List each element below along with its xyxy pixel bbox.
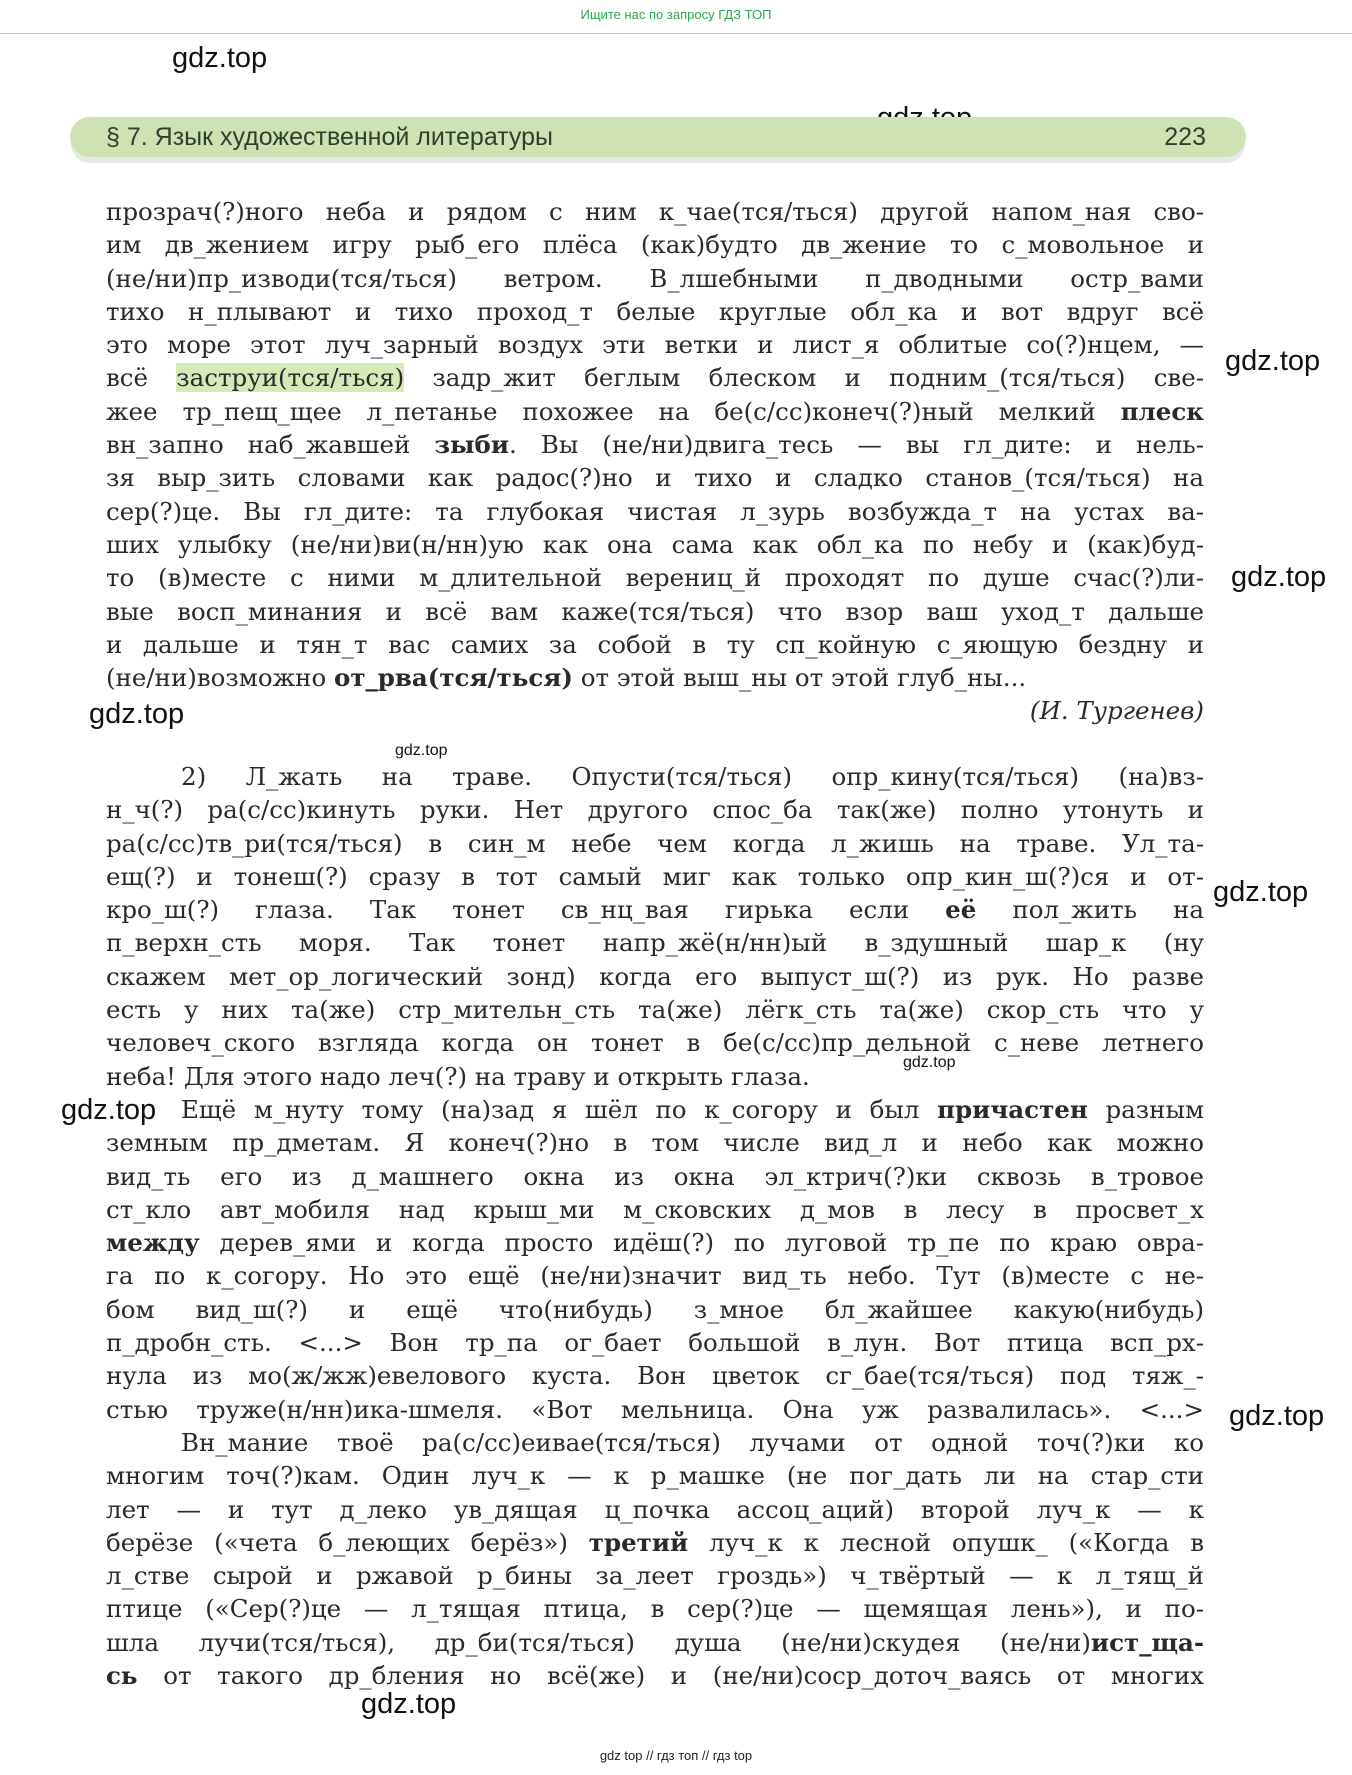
bold-word: плеск	[1120, 396, 1204, 426]
text-line: ещ(?) и тонеш(?) сразу в тот самый миг как только опр_кин_ш(?)ся и от-	[106, 861, 1204, 891]
text-line: Вн_мание твоё ра(с/сс)еивае(тся/ться) лучами от одной точ(?)ки ко	[181, 1427, 1204, 1457]
text-line: между дерев_ями и когда просто идёш(?) по луговой тр_пе по краю овра-	[106, 1228, 1204, 1258]
text-line: берёзе («чета б_леющих берёз») третий луч_к к лесной опушк_ («Когда в	[106, 1527, 1204, 1557]
section-header	[70, 117, 1246, 157]
top-banner	[0, 0, 1352, 34]
text-line: земным пр_дметам. Я конеч(?)но в том числе вид_л и небо как можно	[106, 1128, 1204, 1158]
text-line: (не/ни)возможно от_рва(тся/ться) от этой выш_ны от этой глуб_ны...	[106, 663, 1027, 693]
bold-word: зыби	[434, 430, 510, 460]
text-line: вые восп_минания и всё вам каже(тся/ться) что взор ваш уход_т дальше	[106, 596, 1204, 626]
text-line: га по к_согору. Но это ещё (не/ни)значит вид_ть небо. Тут (в)месте с не-	[106, 1261, 1204, 1291]
bold-word: между	[106, 1228, 200, 1258]
text-line: вид_ть его из д_машнего окна из окна эл_ктрич(?)ки сквозь в_тровое	[106, 1161, 1204, 1191]
text-line: птице («Сер(?)це — л_тящая птица, в сер(?)це — щемящая лень»), и по-	[106, 1594, 1204, 1624]
watermark: gdz.top	[89, 698, 185, 730]
text-line: 2) Л_жать на траве. Опусти(тся/ться) опр_кину(тся/ться) (на)вз-	[181, 762, 1204, 791]
text-line: Ещё м_нуту тому (на)зад я шёл по к_согору и был причастен разным	[181, 1094, 1204, 1124]
text-line: неба! Для этого надо леч(?) на траву и открыть глаза.	[106, 1061, 810, 1091]
text-line: лет — и тут д_леко ув_дящая ц_почка ассоц_аций) второй луч_к — к	[106, 1494, 1204, 1524]
author-signature: (И. Тургенев)	[1029, 696, 1204, 726]
bold-word: сь	[106, 1661, 138, 1691]
bold-word: причастен	[937, 1094, 1088, 1124]
text-line: п_дробн_сть. <...> Вон тр_па ог_бает большой в_лун. Вот птица всп_рх-	[106, 1328, 1204, 1358]
highlighted-word: заструи(тся/ться)	[176, 363, 405, 393]
bold-word: ист_ща-	[1090, 1627, 1204, 1657]
watermark: gdz.top	[903, 1054, 956, 1071]
text-line: ра(с/сс)тв_ри(тся/ться) в син_м небе чем когда л_жишь на траве. Ул_та-	[106, 828, 1204, 858]
watermark: gdz.top	[1231, 561, 1327, 593]
banner-text: Ищите нас по запросу ГДЗ ТОП	[580, 7, 772, 22]
bold-word: от_рва(тся/ться)	[333, 663, 573, 693]
text-line: сь от такого др_бления но всё(же) и (не/ни)соср_доточ_ваясь от многих	[106, 1661, 1204, 1691]
bold-word: третий	[588, 1527, 689, 1557]
text-line: шла лучи(тся/ться), др_би(тся/ться) душа (не/ни)скудея (не/ни)ист_ща-	[106, 1627, 1204, 1657]
text-line: то (в)месте с ними м_длительной верениц_й проходят по душе счас(?)ли-	[106, 563, 1204, 593]
watermark: gdz.top	[61, 1094, 157, 1126]
text-line: бом вид_ш(?) и ещё что(нибудь) з_мное бл_жайшее какую(нибудь)	[106, 1294, 1204, 1324]
text-line: им дв_жением игру рыб_его плёса (как)будто дв_жение то с_мовольное и	[106, 230, 1204, 260]
text-line: л_стве сырой и ржавой р_бины за_леет гроздь») ч_твёртый — к л_тящ_й	[106, 1561, 1204, 1591]
text-line: ст_кло авт_мобиля над крыш_ми м_сковских д_мов в лесу в просвет_х	[106, 1194, 1204, 1224]
text-line: (не/ни)пр_изводи(тся/ться) ветром. В_лшебными п_дводными остр_вами	[106, 263, 1204, 293]
text-line: жее тр_пещ_щее л_петанье похожее на бе(с/сс)конеч(?)ный мелкий плеск	[106, 396, 1204, 426]
text-line: п_верхн_сть моря. Так тонет напр_жё(н/нн)ый в_здушный шар_к (ну	[106, 928, 1204, 958]
watermark: gdz.top	[1213, 876, 1309, 908]
watermark: gdz.top	[172, 42, 268, 74]
text-line: ших улыбку (не/ни)ви(н/нн)ую как она сама как обл_ка по небу и (как)буд-	[106, 529, 1204, 559]
footer-links: gdz top // гдз топ // гдз top	[599, 1748, 753, 1763]
text-line: это море этот луч_зарный воздух эти ветки и лист_я облитые со(?)нцем, —	[106, 330, 1204, 360]
watermark: gdz.top	[395, 742, 448, 759]
section-title: § 7. Язык художественной литературы	[106, 123, 554, 151]
paragraph-1	[106, 195, 1204, 728]
text-line: скажем мет_ор_логический зонд) когда его выпуст_ш(?) из рук. Но разве	[106, 961, 1204, 991]
text-line: вн_запно наб_жавшей зыби. Вы (не/ни)двига_тесь — вы гл_дите: и нель-	[106, 430, 1205, 460]
watermark: gdz.top	[361, 1688, 457, 1720]
text-line: нула из мо(ж/жж)евелового куста. Вон цветок сг_бае(тся/ться) под тяж_-	[106, 1361, 1204, 1391]
text-line: всё заструи(тся/ться) задр_жит беглым блеском и подним_(тся/ться) све-	[106, 363, 1204, 393]
paragraph-2	[106, 760, 1204, 1692]
text-line: тихо н_плывают и тихо проход_т белые круглые обл_ка и вот вдруг всё	[106, 296, 1204, 326]
text-line: стью труже(н/нн)ика-шмеля. «Вот мельница. Она уж развалилась». <...>	[106, 1394, 1204, 1424]
text-line: многим точ(?)кам. Один луч_к — к р_машке (не пог_дать ли на стар_сти	[106, 1461, 1204, 1491]
text-line: кро_ш(?) глаза. Так тонет св_нц_вая гирька если её пол_жить на	[106, 895, 1204, 925]
text-line: прозрач(?)ного неба и рядом с ним к_чае(тся/ться) другой напом_ная сво-	[106, 197, 1204, 226]
text-line: и дальше и тян_т вас самих за собой в ту сп_койную с_яющую бездну и	[106, 629, 1204, 659]
page-number: 223	[1164, 123, 1206, 151]
text-line: есть у них та(же) стр_мительн_сть та(же) лёгк_сть та(же) скор_сть что у	[106, 995, 1204, 1025]
text-line: зя выр_зить словами как радос(?)но и тихо и сладко станов_(тся/ться) на	[106, 463, 1204, 493]
text-line: человеч_ского взгляда когда он тонет в бе(с/сс)пр_дельной с_неве летнего	[106, 1028, 1204, 1058]
text-line: н_ч(?) ра(с/сс)кинуть руки. Нет другого спос_ба так(же) полно утонуть и	[106, 795, 1204, 825]
text-line: сер(?)це. Вы гл_дите: та глубокая чистая л_зурь возбужда_т на устах ва-	[106, 496, 1204, 526]
bold-word: её	[945, 895, 977, 925]
watermark: gdz.top	[1229, 1400, 1325, 1432]
watermark: gdz.top	[1225, 345, 1321, 377]
